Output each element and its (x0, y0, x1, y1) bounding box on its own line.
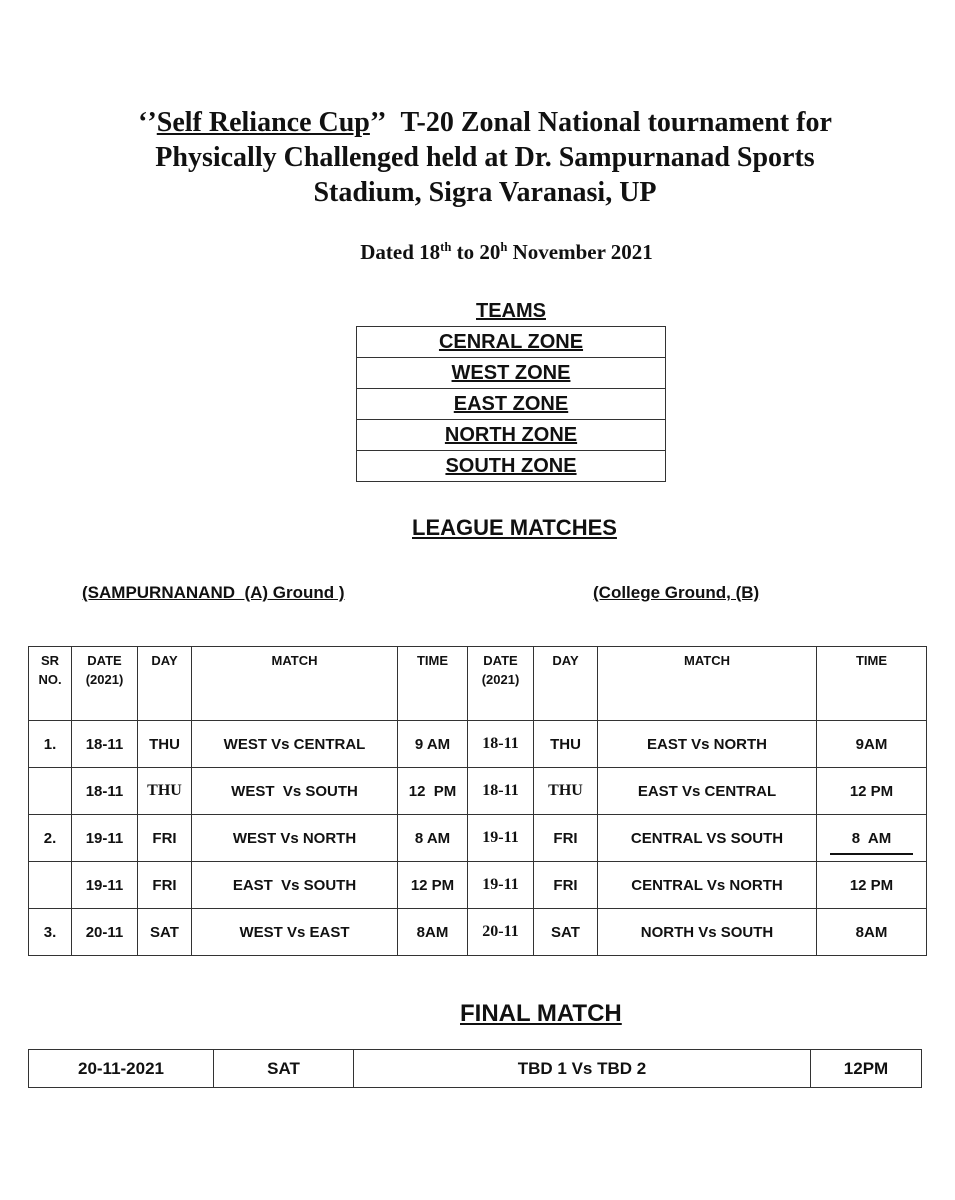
title-line-2: Physically Challenged held at Dr. Sampurnanad Sports (155, 142, 815, 173)
close-quote: ’’ (369, 107, 387, 138)
match-a-cell: WEST Vs EAST (192, 909, 398, 956)
table-row (29, 768, 927, 815)
tournament-title (60, 105, 910, 210)
sr-cell (29, 768, 72, 815)
final-day-cell: SAT (214, 1050, 354, 1088)
day-b-cell: SAT (534, 909, 598, 956)
match-a-cell: WEST Vs SOUTH (192, 768, 398, 815)
date-b-cell: 19-11 (468, 862, 534, 909)
team-cell: WEST ZONE (357, 358, 666, 389)
header-time-a: TIME (398, 647, 468, 721)
match-b-cell: EAST Vs NORTH (598, 721, 817, 768)
header-time-b: TIME (817, 647, 927, 721)
teams-heading: TEAMS (476, 300, 546, 322)
team-cell: CENRAL ZONE (357, 327, 666, 358)
date-b-cell: 20-11 (468, 909, 534, 956)
table-row (29, 862, 927, 909)
final-match-cell: TBD 1 Vs TBD 2 (354, 1050, 811, 1088)
day-b-cell: FRI (534, 815, 598, 862)
final-time-cell: 12PM (811, 1050, 922, 1088)
team-row (357, 420, 666, 451)
day-b-cell: THU (534, 768, 598, 815)
time-a-cell: 8 AM (398, 815, 468, 862)
cup-name: Self Reliance Cup (156, 107, 370, 138)
team-row (357, 389, 666, 420)
sr-cell: 3. (29, 909, 72, 956)
day-a-cell: THU (138, 768, 192, 815)
schedule-header-row (29, 647, 927, 721)
match-a-cell: EAST Vs SOUTH (192, 862, 398, 909)
date-b-cell: 18-11 (468, 768, 534, 815)
team-row (357, 451, 666, 482)
open-quote: ‘’ (138, 107, 157, 138)
teams-table (356, 326, 666, 482)
date-b-cell: 18-11 (468, 721, 534, 768)
date-b-cell: 19-11 (468, 815, 534, 862)
match-a-cell: WEST Vs CENTRAL (192, 721, 398, 768)
time-b-cell (817, 815, 927, 862)
day-b-cell: THU (534, 721, 598, 768)
team-cell: SOUTH ZONE (357, 451, 666, 482)
ground-a-label: (SAMPURNANAND (A) Ground ) (82, 583, 345, 602)
team-row (357, 358, 666, 389)
team-cell: EAST ZONE (357, 389, 666, 420)
team-row (357, 327, 666, 358)
table-row (29, 721, 927, 768)
match-a-cell: WEST Vs NORTH (192, 815, 398, 862)
header-day-a: DAY (138, 647, 192, 721)
time-a-cell: 9 AM (398, 721, 468, 768)
time-b-underlined: 8 AM (830, 830, 913, 855)
league-schedule-table (28, 646, 927, 956)
sr-cell: 1. (29, 721, 72, 768)
time-a-cell: 12 PM (398, 862, 468, 909)
match-b-cell: CENTRAL Vs NORTH (598, 862, 817, 909)
time-b-cell: 9AM (817, 721, 927, 768)
day-a-cell: THU (138, 721, 192, 768)
date-a-cell: 19-11 (72, 815, 138, 862)
final-match-table (28, 1049, 922, 1088)
title-line-3: Stadium, Sigra Varanasi, UP (313, 177, 657, 208)
day-b-cell: FRI (534, 862, 598, 909)
league-matches-heading: LEAGUE MATCHES (412, 515, 617, 540)
ground-b-label: (College Ground, (B) (593, 583, 760, 602)
header-date-a: DATE (2021) (72, 647, 138, 721)
table-row (29, 909, 927, 956)
header-match-a: MATCH (192, 647, 398, 721)
date-a-cell: 18-11 (72, 721, 138, 768)
time-a-cell: 12 PM (398, 768, 468, 815)
title-line-1 (60, 105, 910, 140)
title-line-1-rest: T-20 Zonal National tournament for (400, 107, 832, 138)
date-a-cell: 20-11 (72, 909, 138, 956)
time-b-cell: 8AM (817, 909, 927, 956)
day-a-cell: FRI (138, 862, 192, 909)
day-a-cell: SAT (138, 909, 192, 956)
final-date-cell: 20-11-2021 (29, 1050, 214, 1088)
header-date-b: DATE (2021) (468, 647, 534, 721)
time-a-cell: 8AM (398, 909, 468, 956)
teams-section (356, 296, 666, 482)
dated-line (0, 240, 955, 265)
dated-suffix: November 2021 (512, 240, 653, 264)
final-match-heading: FINAL MATCH (460, 1000, 622, 1027)
date-a-cell: 19-11 (72, 862, 138, 909)
dated-prefix: Dated 18 (360, 240, 441, 264)
dated-middle: to 20 (456, 240, 501, 264)
match-b-cell: NORTH Vs SOUTH (598, 909, 817, 956)
match-b-cell: EAST Vs CENTRAL (598, 768, 817, 815)
time-b-cell: 12 PM (817, 768, 927, 815)
sr-cell: 2. (29, 815, 72, 862)
header-match-b: MATCH (598, 647, 817, 721)
date-a-cell: 18-11 (72, 768, 138, 815)
final-row (29, 1050, 922, 1088)
dated-sup-2: h (500, 240, 508, 254)
header-day-b: DAY (534, 647, 598, 721)
team-cell: NORTH ZONE (357, 420, 666, 451)
sr-cell (29, 862, 72, 909)
table-row (29, 815, 927, 862)
time-b-cell: 12 PM (817, 862, 927, 909)
match-b-cell: CENTRAL VS SOUTH (598, 815, 817, 862)
dated-sup-1: th (440, 240, 452, 254)
header-sr-no: SR NO. (29, 647, 72, 721)
day-a-cell: FRI (138, 815, 192, 862)
